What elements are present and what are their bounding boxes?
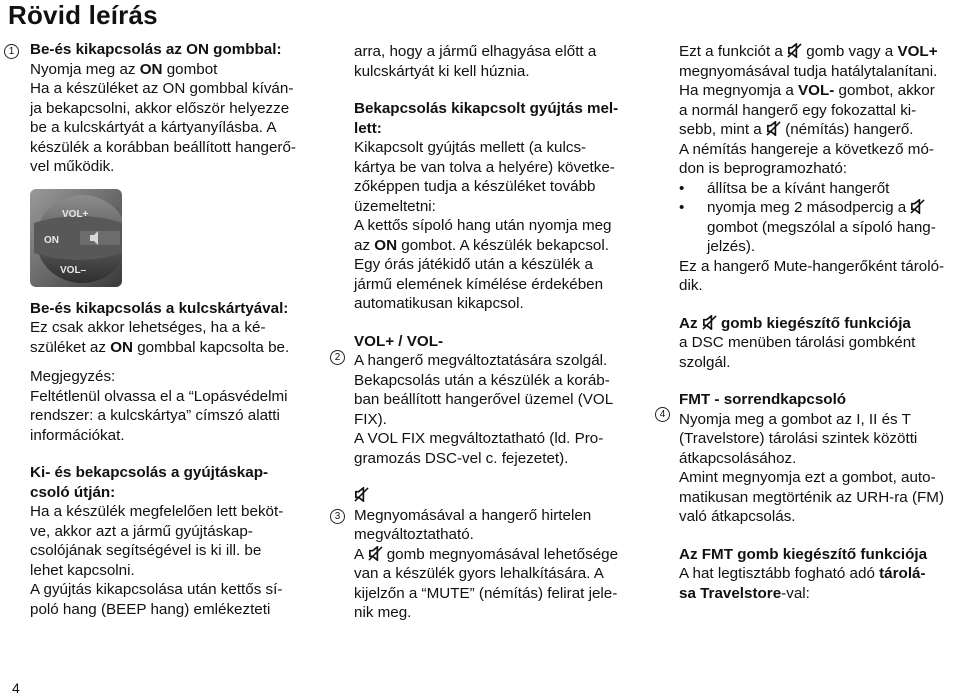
heading-ignition-off-cont: lett: [354,119,382,137]
text-line: kijelzőn a “MUTE” (némítás) felirat jele- [354,584,618,602]
heading-fmt: FMT - sorrendkapcsoló [679,391,847,408]
text-line: átkapcsolásához. [679,449,797,467]
button-photo [30,189,122,287]
text-line: van a készülék gyors lehalkítására. A [354,565,604,582]
text-line: kulcskártyát ki kell húznia. [354,62,530,80]
mute-icon [368,546,383,561]
text-line: nik meg. [354,604,412,621]
text-line: az ON gombot. A készülék bekapcsol. [354,236,609,254]
heading-volume: VOL+ / VOL- [354,332,444,350]
text-line: matikusan megtörténik az URH-ra (FM) [679,488,944,506]
bullet-item: • állítsa be a kívánt hangerőt [679,179,890,197]
text-line: Ez a hangerő Mute-hangerőként tároló- [679,257,945,275]
text-line: Ha a készülék megfelelően lett beköt- [30,503,284,520]
text-line: információkat. [30,426,125,444]
item-number-4: 4 [655,407,670,422]
text-line: Ha a készüléket az ON gombbal kíván- [30,80,294,97]
text-line: jármű elemének kímélése érdekében [354,275,604,293]
text-line: ban beállított hangerővel üzemel (VOL [354,391,614,408]
column-3 [679,42,959,603]
text-line: Egy órás játékidő után a készülék a [354,256,593,273]
text-line: (Travelstore) tárolási szintek közötti [679,430,918,447]
text-line: lehet kapcsolni. [30,561,135,579]
text-line: sebb, mint a (némítás) hangerő. [679,121,914,138]
mute-icon [766,121,781,136]
text-line: A hangerő megváltoztatására szolgál. [354,352,608,369]
text-line: megnyomásával tudja hatálytalanítani. [679,62,938,80]
text-line: poló hang (BEEP hang) emlékezteti [30,600,271,618]
heading-mute-extra: Az gomb kiegészítő funkciója [679,314,911,332]
heading-fmt-extra: Az FMT gomb kiegészítő funkciója [679,545,928,563]
heading-ignition-off: Bekapcsolás kikapcsolt gyújtás mel- [354,100,619,117]
text-line: Nyomja meg az ON gombot [30,60,218,78]
text-line: A gomb megnyomásával lehetősége [354,545,619,563]
text-line: A gyújtás kikapcsolása után kettős sí- [30,581,283,598]
page-title: Rövid leírás [8,0,158,30]
text-line: készülék a korábban beállított hangerő- [30,138,296,156]
text-line: ve, akkor azt a jármű gyújtáskap- [30,522,253,540]
text-line: rendszer: a kulcskártya” címszó alatti [30,407,280,424]
item-number-3: 3 [330,509,345,524]
heading-ignition-cont: csoló útján: [30,483,116,501]
text-line: jelzés). [707,238,756,255]
page-number: 4 [12,680,20,696]
mute-heading [354,486,639,506]
text-line: a DSC menüben tárolási gombként [679,334,916,351]
heading-on-button: Be-és kikapcsolás az ON gombbal: [30,41,282,58]
heading-keycard: Be-és kikapcsolás a kulcskártyával: [30,299,289,317]
text-line: Bekapcsolás után a készülék a koráb- [354,371,610,389]
mute-icon [702,315,717,330]
column-2 [354,42,639,623]
bullet-item: • nyomja meg 2 másodpercig a [679,198,959,218]
photo-label-on: ON [44,234,59,246]
text-line: Ezt a funkciót a gomb vagy a VOL+ [679,43,938,60]
text-line: üzemeltetni: [354,197,436,215]
text-line: FIX). [354,410,387,428]
item-number-1: 1 [4,44,19,59]
column-1 [30,40,315,619]
text-line: arra, hogy a jármű elhagyása előtt a [354,43,597,60]
text-line: gramozás DSC-vel c. fejezetet). [354,449,569,467]
text-line: Amint megnyomja ezt a gombot, auto- [679,469,936,486]
text-line: A VOL FIX megváltoztatható (ld. Pro- [354,430,604,447]
text-line: don is beprogramozható: [679,160,848,177]
item-number-2: 2 [330,350,345,365]
text-line: való átkapcsolás. [679,508,796,525]
text-line: megváltoztatható. [354,526,474,543]
mute-icon [787,43,802,58]
photo-label-vol-minus: VOL– [60,264,87,276]
text-line: csolójának segítségével is ki ill. be [30,542,262,559]
text-line: A hat legtisztább fogható adó tárolá- [679,565,926,582]
text-line: vel működik. [30,158,115,175]
text-line: zőképpen tudja a készüléket tovább [354,178,596,195]
text-line: A kettős sípoló hang után nyomja meg [354,217,612,234]
note-label: Megjegyzés: [30,368,116,385]
text-line: be a kulcskártyát a kártyanyílásba. A [30,119,277,136]
text-line: Ez csak akkor lehetséges, ha a ké- [30,319,266,336]
text-line: Feltétlenül olvassa el a “Lopásvédelmi [30,387,288,405]
text-line: kártya be van tolva a helyére) követke- [354,158,615,176]
text-line: sa Travelstore-val: [679,584,810,602]
text-line: szüléket az ON gombbal kapcsolta be. [30,338,290,356]
text-line: automatikusan kikapcsol. [354,295,524,312]
text-line: Ha megnyomja a VOL- gombot, akkor [679,82,935,99]
mute-icon [354,487,369,502]
text-line: szolgál. [679,353,731,371]
text-line: Kikapcsolt gyújtás mellett (a kulcs- [354,139,587,156]
text-line: ja bekapcsolni, akkor először helyezze [30,99,290,117]
text-line: a normál hangerő egy fokozattal ki- [679,101,917,119]
text-line: Nyomja meg a gombot az I, II és T [679,410,911,428]
text-line: dik. [679,277,703,294]
text-line: gombot (megszólal a sípoló hang- [707,218,936,236]
mute-icon [910,199,925,214]
heading-ignition: Ki- és bekapcsolás a gyújtáskap- [30,464,269,481]
text-line: A némítás hangereje a következő mó- [679,140,934,158]
text-line: Megnyomásával a hangerő hirtelen [354,506,592,524]
photo-label-vol-plus: VOL+ [62,208,89,220]
